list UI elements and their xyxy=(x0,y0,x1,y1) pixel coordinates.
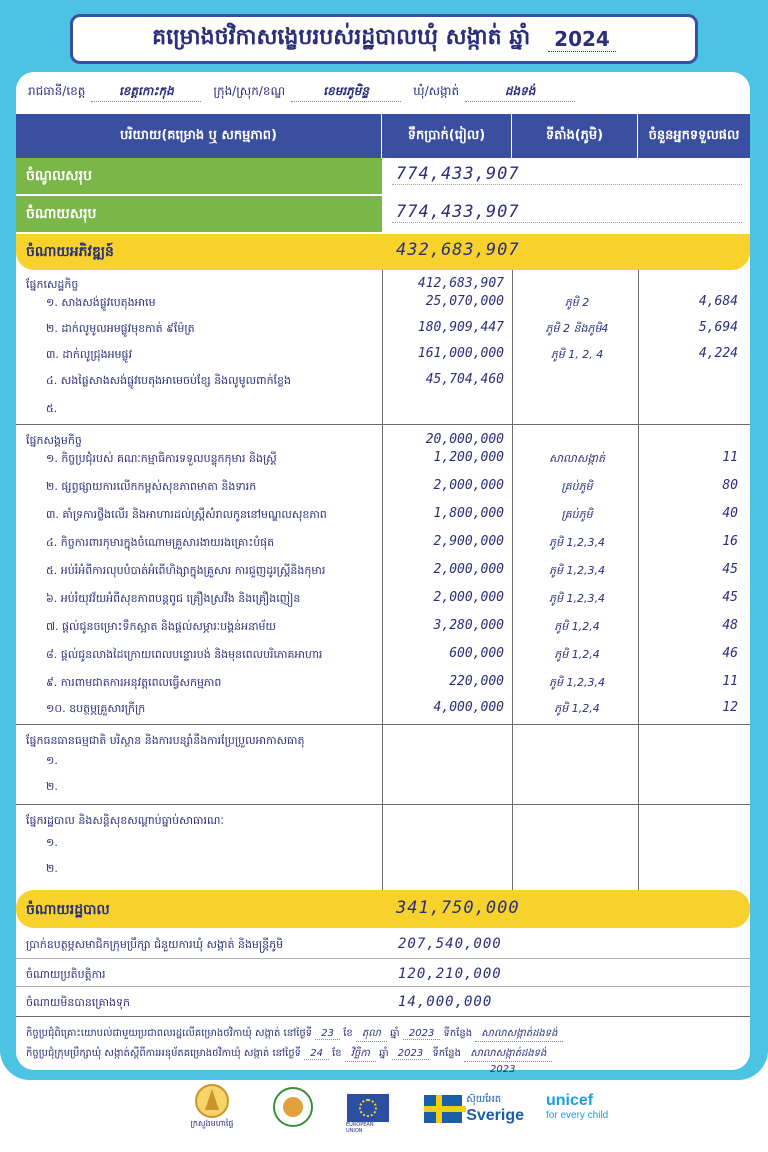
meeting-consultation: កិច្ចប្រជុំពិគ្រោះយោបល់ជាមួយប្រជាពលរដ្ឋលើគម្រោងថវិកាឃុំ សង្កាត់ នៅថ្ងៃទី 23 ខែ តុលា ឆ្នាំ 2023 ទីកន្លែង សាលាសង្កាត់ដងទង់ xyxy=(26,1026,563,1042)
development-label: ចំណាយអភិវឌ្ឍន៍ xyxy=(26,244,114,260)
row-divider xyxy=(16,986,750,987)
administration-label: ចំណាយរដ្ឋបាល xyxy=(26,902,110,918)
social-item: ៩. ការពាមជាតការអនុវត្តពេលធ្វើសកម្មភាព xyxy=(46,676,222,689)
title-year: 2024 xyxy=(548,27,616,52)
social-item-location: គ្រប់ភូមិ xyxy=(561,480,593,493)
social-item: ១. កិច្ចប្រជុំរបស់ គណៈកម្មាធិការទទួលបន្ទុកកុមារ និងស្ត្រី xyxy=(46,452,277,465)
meeting-approval: កិច្ចប្រជុំក្រុមប្រឹក្សាឃុំ សង្កាត់ស្តីពីការអនុម័តគម្រោងថវិកាឃុំ សង្កាត់ នៅថ្ងៃទី 24 ខែ វិច្ឆិកា ឆ្នាំ 2023 ទីកន្លែង សាលាសង្កាត់ដងទង់ xyxy=(26,1046,552,1062)
commune-label: ឃុំ/សង្កាត់ xyxy=(413,84,460,98)
administration-band xyxy=(16,890,750,928)
admin-expense-item: ចំណាយប្រតិបត្តិការ xyxy=(26,968,106,981)
social-item-amount: 2,900,000 xyxy=(433,534,504,549)
sweden-flag-icon xyxy=(424,1095,462,1123)
natural-item: ១. xyxy=(46,754,58,767)
extra-year: 2023 xyxy=(490,1064,516,1075)
development-band xyxy=(16,234,750,270)
eu-flag-icon xyxy=(347,1094,389,1122)
total-expense-label: ចំណាយសរុប xyxy=(16,196,382,232)
section-divider xyxy=(16,424,750,425)
economic-total: 412,683,907 xyxy=(417,276,504,291)
social-item-location: ភូមិ 1,2,3,4 xyxy=(549,564,605,577)
row-divider xyxy=(16,1016,750,1017)
admin-security-item: ១. xyxy=(46,836,58,849)
province-value: ខេត្តកោះកុង xyxy=(91,83,201,102)
social-item: ១០. ឧបត្ថម្ភគ្រួសារក្រីក្រ xyxy=(46,702,146,715)
header-amount: ទឹកប្រាក់(រៀល) xyxy=(382,114,512,158)
province-label: រាជធានី/ខេត្ត xyxy=(28,84,86,98)
social-item: ៨. ផ្តល់ជូនលាងដៃក្រោយពេលបន្ទោរបង់ និងមុនពេលបរិភោគអាហារ xyxy=(46,648,323,661)
admin-expense-amount: 14,000,000 xyxy=(398,994,493,1010)
economic-item-amount: 25,070,000 xyxy=(425,294,504,309)
economic-item: ១. សាងសង់ផ្លូវបេតុងអាមេ xyxy=(46,296,156,309)
social-title: ផ្នែកសង្គមកិច្ច xyxy=(26,434,82,447)
social-item-beneficiaries: 11 xyxy=(722,674,738,689)
revenue-dotline xyxy=(392,184,742,185)
district-value: ខេមរភូមិន្ទ xyxy=(291,83,401,102)
administration-value: 341,750,000 xyxy=(396,898,520,918)
social-item-amount: 220,000 xyxy=(449,674,504,689)
development-value: 432,683,907 xyxy=(396,240,520,260)
economic-item-location: ភូមិ 2 xyxy=(564,296,590,309)
location-row xyxy=(16,72,750,112)
economic-item: ២. ដាក់លូមូលអមផ្លូវមុខកាត់ ៩ម៉ែត្រ xyxy=(46,322,195,335)
col-divider-1 xyxy=(382,270,383,890)
social-item: ៤. កិច្ចការពារកុមារក្នុងចំណោមគ្រួសារងាយរងគ្រោះបំផុត xyxy=(46,536,275,549)
social-item-amount: 600,000 xyxy=(449,646,504,661)
economic-item-beneficiaries: 4,684 xyxy=(698,294,738,309)
partner-logos xyxy=(0,1082,768,1152)
ministry-logo: ក្រសួងមហាផ្ទៃ xyxy=(180,1084,244,1130)
unicef-logo: unicef for every child xyxy=(546,1092,609,1121)
admin-expense-amount: 207,540,000 xyxy=(398,936,502,952)
admin-expense-item: ចំណាយមិនបានគ្រោងទុក xyxy=(26,996,130,1009)
social-item-beneficiaries: 12 xyxy=(722,700,738,715)
economic-item-location: ភូមិ 1, 2, 4 xyxy=(550,348,604,361)
budget-sheet xyxy=(16,72,750,1070)
header-description: បរិយាយ(គម្រោង ឬ សកម្មភាព) xyxy=(16,114,382,158)
natural-title: ផ្នែកធនធានធម្មជាតិ បរិស្ថាន និងការបន្សាំនឹងការប្រែប្រួលអាកាសធាតុ xyxy=(26,734,305,747)
table-header xyxy=(16,114,750,158)
ncdd-logo xyxy=(268,1086,318,1128)
social-item-location: ភូមិ 1,2,3,4 xyxy=(549,592,605,605)
title-banner xyxy=(70,14,698,64)
col-divider-3 xyxy=(638,270,639,890)
social-total: 20,000,000 xyxy=(425,432,504,447)
row-divider xyxy=(16,958,750,959)
social-item-beneficiaries: 48 xyxy=(722,618,738,633)
total-expense-value: 774,433,907 xyxy=(396,202,520,222)
social-item-amount: 2,000,000 xyxy=(433,562,504,577)
social-item-location: ភូមិ 1,2,3,4 xyxy=(549,676,605,689)
social-item-beneficiaries: 46 xyxy=(722,646,738,661)
social-item-location: សាលាសង្កាត់ xyxy=(549,452,605,465)
social-item-location: ភូមិ 1,2,4 xyxy=(554,648,600,661)
economic-item-amount: 161,000,000 xyxy=(417,346,504,361)
sweden-logo: ស៊ុយអែត Sverige xyxy=(424,1092,524,1125)
admin-security-item: ២. xyxy=(46,862,58,875)
economic-item-beneficiaries: 4,224 xyxy=(698,346,738,361)
commune-value: ដងទង់ xyxy=(465,83,575,102)
economic-item: ៣. ដាក់លូជ្រុងអមផ្លូវ xyxy=(46,348,133,361)
social-item-beneficiaries: 80 xyxy=(722,478,738,493)
social-item-amount: 2,000,000 xyxy=(433,478,504,493)
col-divider-2 xyxy=(512,270,513,890)
social-item-beneficiaries: 16 xyxy=(722,534,738,549)
social-item-beneficiaries: 45 xyxy=(722,562,738,577)
natural-item: ២. xyxy=(46,780,58,793)
ministry-emblem-icon xyxy=(195,1084,229,1118)
social-item-amount: 1,800,000 xyxy=(433,506,504,521)
social-item: ៥. អប់រំអំពីការលុបបំបាត់អំពើហិង្សាក្នុងគ្រួសារ ការជួញដូរស្ត្រីនិងកុមារ xyxy=(46,564,326,577)
economic-item: ៥. xyxy=(46,402,58,415)
ncdd-emblem-icon xyxy=(272,1086,314,1128)
expense-dotline xyxy=(392,222,742,223)
economic-item-location: ភូមិ 2 និងភូមិ4 xyxy=(545,322,609,335)
section-divider xyxy=(16,724,750,725)
social-item-location: ភូមិ 1,2,4 xyxy=(554,702,600,715)
header-location: ទីតាំង(ភូមិ) xyxy=(512,114,638,158)
social-item-location: គ្រប់ភូមិ xyxy=(561,508,593,521)
total-revenue-label: ចំណូលសរុប xyxy=(16,158,382,194)
social-item-amount: 1,200,000 xyxy=(433,450,504,465)
social-item: ៣. គាំទ្រការថ្លឹងលើរ និងអាហារដល់ស្ត្រីសំរាលកូននៅមណ្ឌលសុខភាព xyxy=(46,508,327,521)
social-item-beneficiaries: 11 xyxy=(722,450,738,465)
economic-item-amount: 45,704,460 xyxy=(425,372,504,387)
social-item-location: ភូមិ 1,2,3,4 xyxy=(549,536,605,549)
admin-security-title: ផ្នែករដ្ឋបាល និងសន្តិសុខសណ្តាប់ធ្នាប់សាធារណៈ xyxy=(26,814,224,827)
economic-item-beneficiaries: 5,694 xyxy=(698,320,738,335)
social-item-beneficiaries: 40 xyxy=(722,506,738,521)
social-item: ២. ផ្សព្វផ្សាយការលើកកម្ពស់សុខភាពមាតា និងទារក xyxy=(46,480,257,493)
social-item-beneficiaries: 45 xyxy=(722,590,738,605)
economic-item: ៤. សងផ្លៃសាងសង់ផ្លូវបេតុងអាមេចប់ខ្សែ និងលូមូលពាក់ខ្លែង xyxy=(46,374,292,387)
eu-logo: EUROPEAN UNION xyxy=(346,1094,390,1134)
social-item-amount: 4,000,000 xyxy=(433,700,504,715)
social-item: ៦. អប់រំយុវវ័យអំពីសុខភាពបន្តពូជ គ្រឿងស្រវឹង និងគ្រឿងញៀន xyxy=(46,592,301,605)
social-item-location: ភូមិ 1,2,4 xyxy=(554,620,600,633)
district-label: ក្រុង/ស្រុក/ខណ្ឌ xyxy=(213,84,286,98)
total-revenue-value: 774,433,907 xyxy=(396,164,520,184)
social-item-amount: 3,280,000 xyxy=(433,618,504,633)
social-item: ៧. ផ្តល់ជូនចម្រោះទឹកស្អាត និងផ្តល់សម្ភារៈបង្គន់អនាម័យ xyxy=(46,620,276,633)
social-item-amount: 2,000,000 xyxy=(433,590,504,605)
section-divider xyxy=(16,804,750,805)
admin-expense-amount: 120,210,000 xyxy=(398,966,502,982)
admin-expense-item: ប្រាក់ឧបត្ថម្ភសមាជិកក្រុមប្រឹក្សា ជំនួយការឃុំ សង្កាត់ និងមន្ត្រីភូមិ xyxy=(26,938,284,951)
header-beneficiaries: ចំនួនអ្នកទទួលផល xyxy=(648,127,740,143)
economic-item-amount: 180,909,447 xyxy=(417,320,504,335)
page-title: គម្រោងថវិកាសង្ខេបរបស់រដ្ឋបាលឃុំ សង្កាត់ ឆ្នាំ xyxy=(152,25,531,50)
economic-title: ផ្នែកសេដ្ឋកិច្ច xyxy=(26,278,79,291)
